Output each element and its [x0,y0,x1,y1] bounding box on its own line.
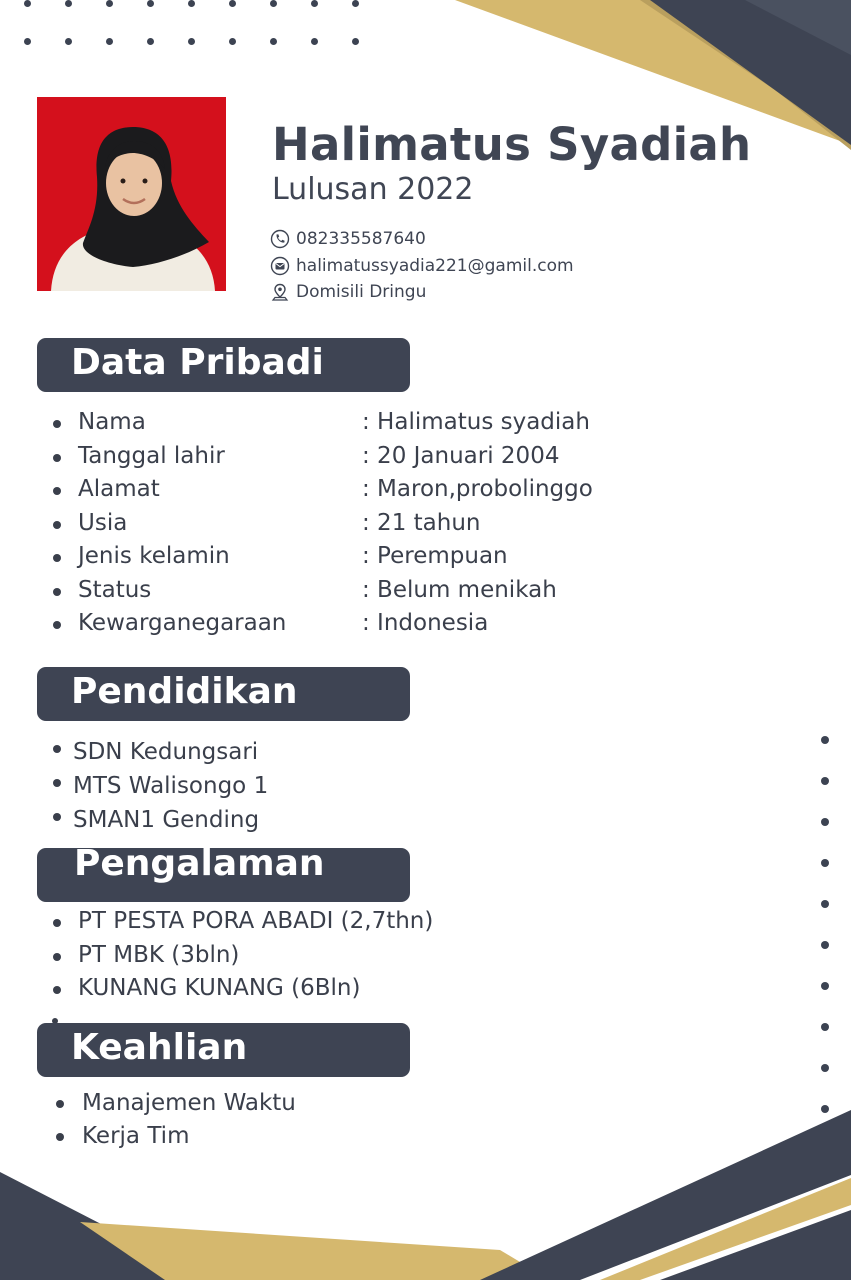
personal-row-age: Usia : 21 tahun [53,507,653,541]
domicile-text: Domisili Dringu [296,282,427,303]
list-item: PT MBK (3bln) [53,939,433,973]
list-item: Manajemen Waktu [56,1087,296,1120]
personal-row-status: Status : Belum menikah [53,574,653,608]
personal-row-gender: Jenis kelamin : Perempuan [53,540,653,574]
personal-data-list [53,406,653,641]
skills-list [56,1087,296,1153]
education-list [53,735,268,837]
top-dot-pattern [14,0,364,50]
domicile-row [270,279,574,306]
list-item: SMAN1 Gending [53,803,268,837]
section-header-experience: Pengalaman [37,848,410,902]
graduation-subtitle: Lulusan 2022 [272,172,474,207]
list-item: SDN Kedungsari [53,735,268,769]
experience-list [53,905,433,1006]
list-item: Kerja Tim [56,1120,296,1153]
person-illustration [37,97,226,291]
phone-number: 082335587640 [296,229,426,250]
personal-row-birthdate: Tanggal lahir : 20 Januari 2004 [53,440,653,474]
section-header-personal: Data Pribadi [37,338,410,392]
email-address: halimatussyadia221@gamil.com [296,255,574,276]
location-pin-icon [270,282,290,302]
list-item: MTS Walisongo 1 [53,769,268,803]
personal-row-address: Alamat : Maron,probolinggo [53,473,653,507]
phone-row [270,226,574,253]
section-header-education: Pendidikan [37,667,410,721]
right-dot-pattern [821,734,831,1114]
section-header-skills: Keahlian [37,1023,410,1077]
list-item: PT PESTA PORA ABADI (2,7thn) [53,905,433,939]
list-item: KUNANG KUNANG (6Bln) [53,972,433,1006]
profile-photo [37,97,226,291]
personal-row-name: Nama : Halimatus syadiah [53,406,653,440]
phone-icon [270,229,290,249]
personal-row-nationality: Kewarganegaraan : Indonesia [53,607,653,641]
email-row [270,253,574,280]
full-name: Halimatus Syadiah [272,118,752,171]
contact-info [270,226,574,306]
email-icon [270,256,290,276]
